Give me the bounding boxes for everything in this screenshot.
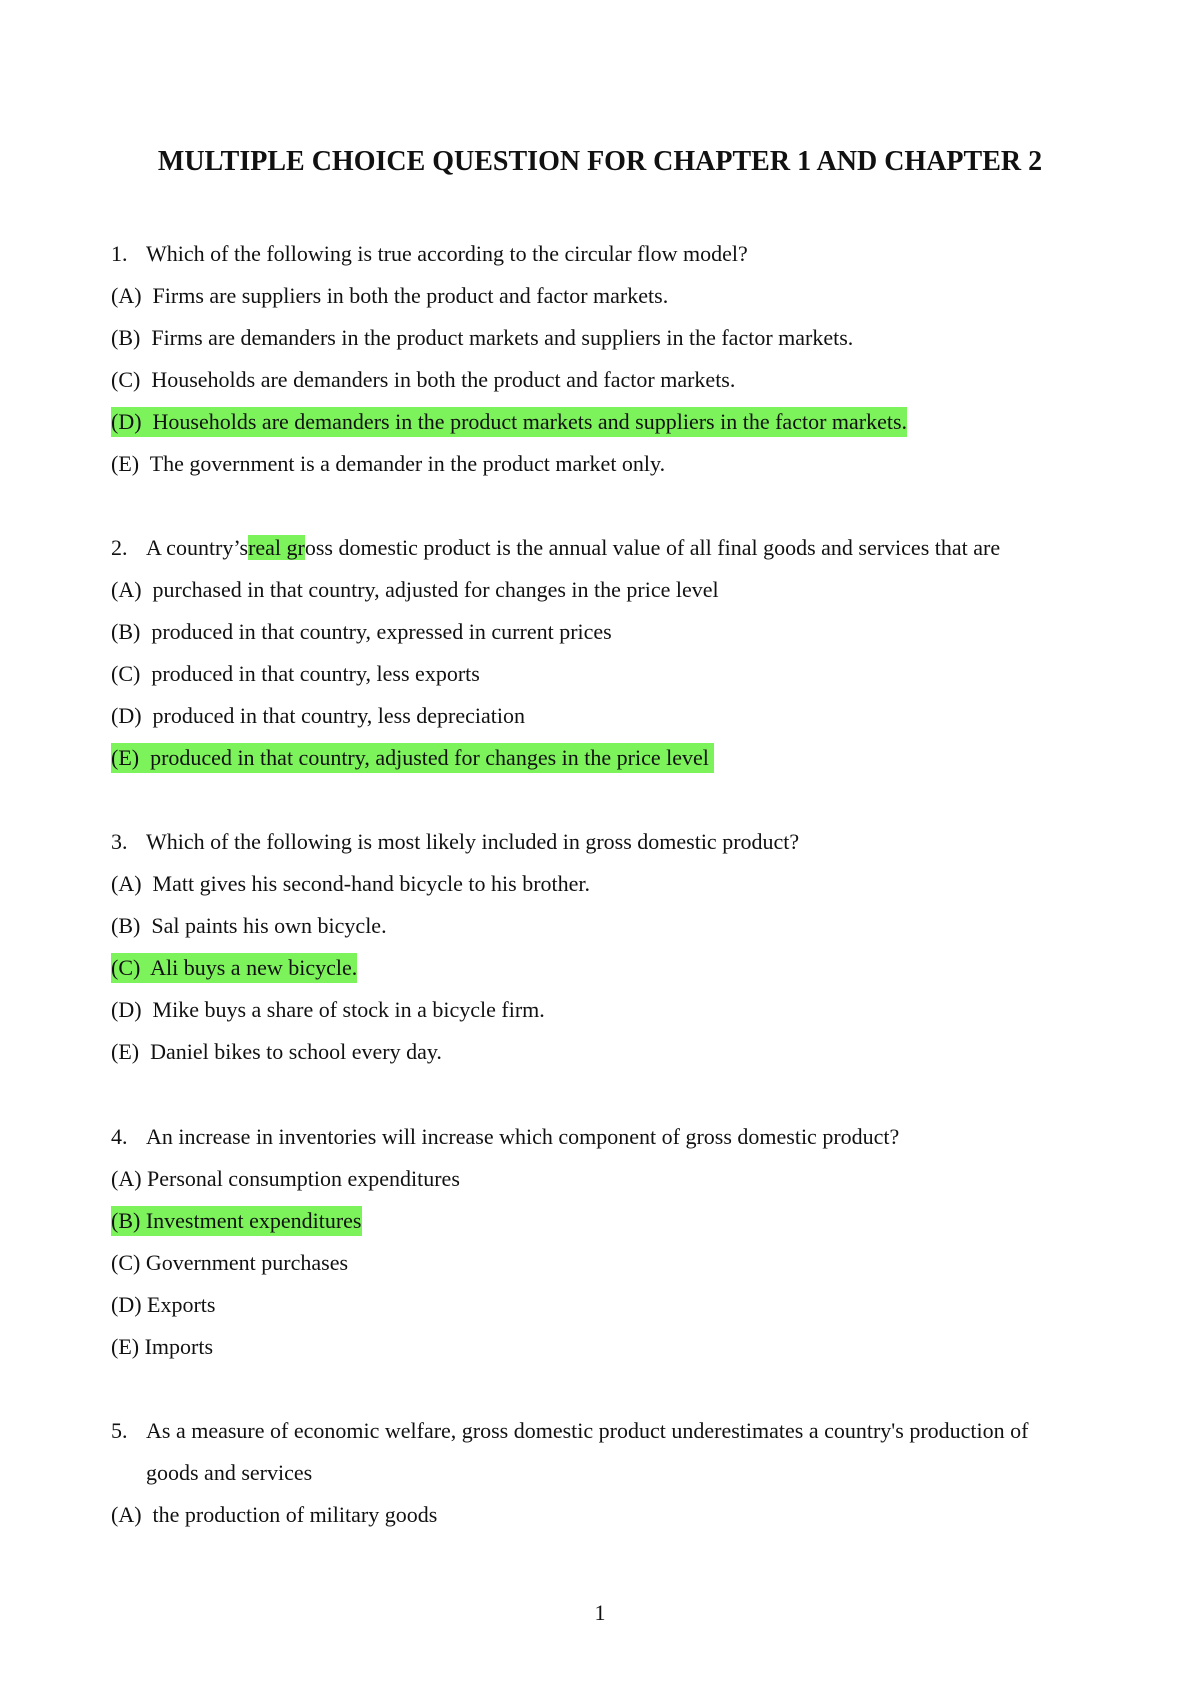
question-1-option-e: (E) The government is a demander in the product market only. (111, 451, 666, 476)
question-3-option-e: (E) Daniel bikes to school every day. (111, 1039, 442, 1064)
question-2-number: 2. (111, 535, 128, 560)
question-2-option-c: (C) produced in that country, less exports (111, 661, 480, 686)
question-1-option-c: (C) Households are demanders in both the product and factor markets. (111, 367, 736, 392)
question-2-text: A country’sreal gross domestic product is the annual value of all final goods and services that are (146, 535, 1001, 560)
question-1-text: Which of the following is true according to the circular flow model? (146, 241, 748, 266)
question-4-text: An increase in inventories will increase which component of gross domestic product? (146, 1124, 900, 1149)
question-1-option-a: (A) Firms are suppliers in both the product and factor markets. (111, 283, 669, 308)
question-4-option-d: (D) Exports (111, 1292, 216, 1317)
question-4-number: 4. (111, 1124, 128, 1149)
page-number: 1 (594, 1600, 606, 1625)
page-title: MULTIPLE CHOICE QUESTION FOR CHAPTER 1 AND CHAPTER 2 (157, 146, 1043, 177)
question-3-option-d: (D) Mike buys a share of stock in a bicycle firm. (111, 997, 545, 1022)
question-3-number: 3. (111, 829, 128, 854)
question-5-text-line1: As a measure of economic welfare, gross domestic product underestimates a country's production of (146, 1418, 1029, 1443)
question-5-option-a: (A) the production of military goods (111, 1502, 438, 1527)
question-2-highlight: real gr (248, 535, 305, 560)
question-3-option-c-highlighted: (C) Ali buys a new bicycle. (111, 953, 357, 983)
question-2-option-d: (D) produced in that country, less depreciation (111, 703, 525, 728)
question-1-number: 1. (111, 241, 128, 266)
question-2-option-a: (A) purchased in that country, adjusted for changes in the price level (111, 577, 719, 602)
question-2-option-e-highlighted: (E) produced in that country, adjusted for changes in the price level (111, 743, 714, 773)
question-4-option-b-highlighted: (B) Investment expenditures (111, 1206, 362, 1236)
question-3-text: Which of the following is most likely included in gross domestic product? (146, 829, 800, 854)
question-1-option-b: (B) Firms are demanders in the product markets and suppliers in the factor markets. (111, 325, 854, 350)
question-4-option-a: (A) Personal consumption expenditures (111, 1166, 460, 1191)
question-4-option-c: (C) Government purchases (111, 1250, 349, 1275)
question-5-text-line2: goods and services (146, 1460, 313, 1485)
question-4-option-e: (E) Imports (111, 1334, 214, 1359)
question-2-option-b: (B) produced in that country, expressed in current prices (111, 619, 612, 644)
question-3-option-a: (A) Matt gives his second-hand bicycle to his brother. (111, 871, 591, 896)
question-3-option-b: (B) Sal paints his own bicycle. (111, 913, 387, 938)
question-5-number: 5. (111, 1418, 128, 1443)
question-1-option-d-highlighted: (D) Households are demanders in the product markets and suppliers in the factor markets. (111, 407, 907, 437)
